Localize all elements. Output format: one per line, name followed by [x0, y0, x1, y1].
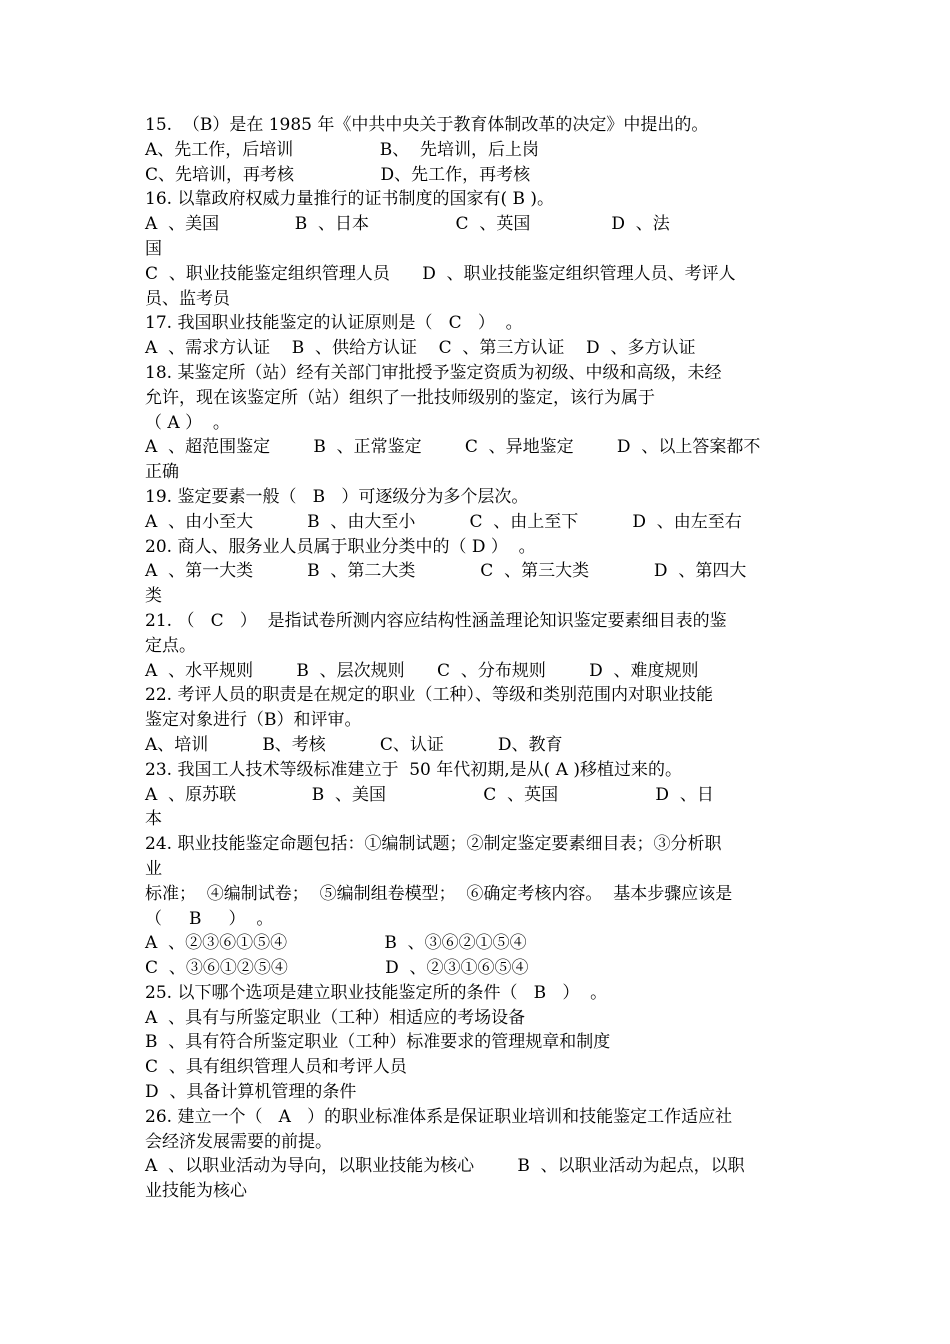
- text-line: 员、监考员: [145, 288, 230, 309]
- text-line: A 、具有与所鉴定职业（工种）相适应的考场设备: [145, 1007, 526, 1028]
- text-line: 类: [145, 586, 162, 607]
- text-line: A 、需求方认证 B 、供给方认证 C 、第三方认证 D 、多方认证: [145, 338, 696, 359]
- text-line: 业: [145, 858, 162, 879]
- text-line: 23. 我国工人技术等级标准建立于 50 年代初期,是从( A )移植过来的。: [145, 759, 683, 780]
- text-line: 允许，现在该鉴定所（站）组织了一批技师级别的鉴定，该行为属于: [145, 387, 655, 408]
- text-line: A 、以职业活动为导向，以职业技能为核心 B 、以职业活动为起点，以职: [145, 1156, 745, 1177]
- text-line: 标准； ④编制试卷； ⑤编制组卷模型； ⑥确定考核内容。 基本步骤应该是: [145, 883, 733, 904]
- text-line: 21. （ C ） 是指试卷所测内容应结构性涵盖理论知识鉴定要素细目表的鉴: [145, 610, 727, 631]
- text-line: 正确: [145, 462, 179, 483]
- text-line: C 、职业技能鉴定组织管理人员 D 、职业技能鉴定组织管理人员、考评人: [145, 263, 736, 284]
- text-line: 18. 某鉴定所（站）经有关部门审批授予鉴定资质为初级、中级和高级，未经: [145, 362, 722, 383]
- text-line: A 、美国 B 、日本 C 、英国 D 、法: [145, 214, 670, 235]
- text-line: （ B ） 。: [145, 908, 274, 929]
- text-line: 20. 商人、服务业人员属于职业分类中的（ D ） 。: [145, 536, 536, 557]
- text-line: C 、③⑥①②⑤④ D 、②③①⑥⑤④: [145, 958, 529, 979]
- text-line: 25. 以下哪个选项是建立职业技能鉴定所的条件（ B ） 。: [145, 982, 608, 1003]
- text-line: 会经济发展需要的前提。: [145, 1131, 332, 1152]
- text-line: 鉴定对象进行（B）和评审。: [145, 710, 362, 731]
- text-line: A、培训 B、考核 C、认证 D、教育: [145, 734, 563, 755]
- text-line: 17. 我国职业技能鉴定的认证原则是（ C ） 。: [145, 313, 523, 334]
- text-line: A 、②③⑥①⑤④ B 、③⑥②①⑤④: [145, 933, 527, 954]
- text-line: D 、具备计算机管理的条件: [145, 1082, 357, 1103]
- text-line: 26. 建立一个（ A ）的职业标准体系是保证职业培训和技能鉴定工作适应社: [145, 1106, 733, 1127]
- text-line: C、先培训，再考核 D、先工作，再考核: [145, 164, 531, 185]
- document-body: [145, 113, 810, 1204]
- text-line: 国: [145, 238, 162, 259]
- text-line: 24. 职业技能鉴定命题包括：①编制试题；②制定鉴定要素细目表；③分析职: [145, 834, 722, 855]
- text-line: 22. 考评人员的职责是在规定的职业（工种）、等级和类别范围内对职业技能: [145, 685, 713, 706]
- text-line: 定点。: [145, 635, 196, 656]
- text-line: 15. （B）是在 1985 年《中共中央关于教育体制改革的决定》中提出的。: [145, 115, 709, 135]
- text-line: A 、超范围鉴定 B 、正常鉴定 C 、异地鉴定 D 、以上答案都不: [145, 437, 761, 458]
- text-line: A 、原苏联 B 、美国 C 、英国 D 、日: [145, 784, 714, 805]
- text-line: 16. 以靠政府权威力量推行的证书制度的国家有( B )。: [145, 189, 555, 210]
- text-line: A 、水平规则 B 、层次规则 C 、分布规则 D 、难度规则: [145, 660, 699, 681]
- text-line: （ A ） 。: [145, 412, 230, 433]
- text-line: A、先工作，后培训 B、 先培训，后上岗: [145, 139, 540, 160]
- text-line: 本: [145, 809, 162, 830]
- text-line: A 、第一大类 B 、第二大类 C 、第三大类 D 、第四大: [145, 561, 747, 582]
- text-line: 19. 鉴定要素一般（ B ）可逐级分为多个层次。: [145, 486, 529, 507]
- text-line: A 、由小至大 B 、由大至小 C 、由上至下 D 、由左至右: [145, 511, 742, 532]
- text-line: B 、具有符合所鉴定职业（工种）标准要求的管理规章和制度: [145, 1032, 611, 1053]
- text-line: C 、具有组织管理人员和考评人员: [145, 1057, 407, 1078]
- text-line: 业技能为核心: [145, 1181, 247, 1202]
